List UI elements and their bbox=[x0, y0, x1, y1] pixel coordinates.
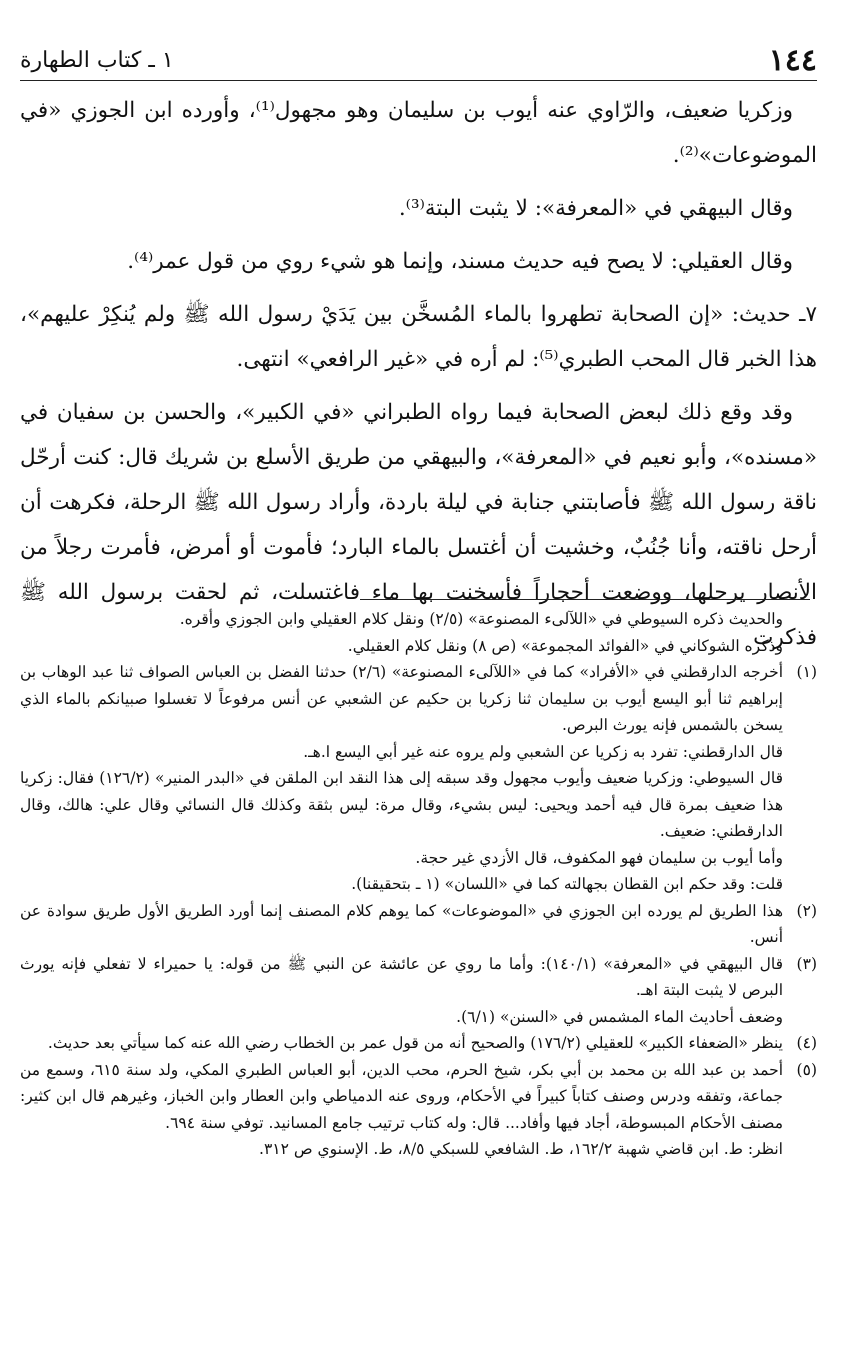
footnote-number: (٥) bbox=[796, 1060, 817, 1079]
footnote-line: ينظر «الضعفاء الكبير» للعقيلي (١٧٦/٢) والصحيح أنه من قول عمر بن الخطاب رضي الله عنه كما سيأتي بعد حديث. bbox=[47, 1034, 783, 1052]
page-number: ١٤٤ bbox=[768, 42, 817, 78]
footnote-line: قال الدارقطني: تفرد به زكريا عن الشعبي ولم يروه عنه غير أبي اليسع ا.هـ. bbox=[303, 742, 783, 761]
footnote-line: قال السيوطي: وزكريا ضعيف وأيوب مجهول وقد سبقه إلى هذا النقد ابن الملقن في «البدر المنير» (١٢٦/٢) فقال: زكريا هذا ضعيف بمرة قال فيه أحمد ويحيى: ليس بشيء، وقال مرة: ليس بثقة وكذلك قال النسائي وقال علي: هالك، وقال الدارقطني: ضعيف. bbox=[20, 769, 784, 840]
footnote-body bbox=[20, 951, 783, 1031]
footnote-line: هذا الطريق لم يورده ابن الجوزي في «الموضوعات» كما يوهم كلام المصنف إنما أورد الطريق الأول طريق سوادة عن أنس. bbox=[20, 901, 783, 946]
footnote-1 bbox=[20, 659, 817, 898]
footnote-line: وضعف أحاديث الماء المشمس في «السنن» (٦/١). bbox=[456, 1007, 783, 1026]
footnote-body bbox=[20, 898, 783, 951]
page-header bbox=[20, 40, 817, 81]
main-text bbox=[20, 88, 817, 668]
footnote-3 bbox=[20, 951, 817, 1031]
running-title: ١ ـ كتاب الطهارة bbox=[20, 47, 174, 73]
footnote-line: قال البيهقي في «المعرفة» (١٤٠/١): وأما ما روي عن عائشة عن النبي ﷺ من قوله: يا حميراء لا تفعلي فإنه يورث البرص لا يثبت البتة اهـ. bbox=[20, 954, 783, 999]
footnote-4 bbox=[20, 1030, 817, 1057]
footnote-number: (٣) bbox=[796, 954, 817, 973]
footnote-line: وذكره الشوكاني في «الفوائد المجموعة» (ص ٨) ونقل كلام العقيلي. bbox=[347, 636, 783, 655]
paragraph: وقال البيهقي في «المعرفة»: لا يثبت البتة⁽³⁾. bbox=[398, 196, 793, 221]
footnote-line: قلت: وقد حكم ابن القطان بجهالته كما في «اللسان» (١ ـ بتحقيقنا). bbox=[351, 875, 783, 893]
footnote-2 bbox=[20, 898, 817, 951]
footnote-number: (٤) bbox=[796, 1034, 817, 1052]
footnote-line: والحديث ذكره السيوطي في «اللآلىء المصنوعة» (٢/٥) ونقل كلام العقيلي وابن الجوزي وأقره. bbox=[179, 610, 783, 628]
footnote-line: أحمد بن عبد الله بن محمد بن أبي بكر، شيخ الحرم، محب الدين، أبو العباس الطبري المكي، ولد سنة ٦١٥، وسمع من جماعة، وتفقه ودرس وصنف كتاباً كبيراً في الأحكام، وروى عنه الدمياطي وابن العطار وابن الخباز، وغيرهم قال ابن كثير: مصنف الأحكام المبسوطة، أجاد فيها وأفاد... قال: وله كتاب ترتيب جامع المسانيد. توفي سنة ٦٩٤. bbox=[20, 1060, 783, 1132]
footnote-number: (١) bbox=[796, 663, 817, 681]
footnotes bbox=[20, 606, 817, 1163]
footnote-continuation bbox=[20, 606, 817, 659]
hadith-paragraph: ٧ـ حديث: «إن الصحابة تطهروا بالماء المُسخَّن بين يَدَيْ رسول الله ﷺ ولم يُنكِرْ عليهم»، هذا الخبر قال المحب الطبري⁽⁵⁾: لم أره في «غير الرافعي» انتهى. bbox=[20, 302, 817, 372]
paragraph: وقد وقع ذلك لبعض الصحابة فيما رواه الطبراني «في الكبير»، والحسن بن سفيان في «مسنده»، وأبو نعيم في «المعرفة»، والبيهقي من طريق الأسلع بن شريك قال: كنت أرحّل ناقة رسول الله ﷺ فأصابتني جنابة في ليلة باردة، وأراد رسول الله ﷺ الرحلة، فكرهت أن أرحل ناقته، وأنا جُنُبٌ، وخشيت أن أغتسل بالماء البارد؛ فأموت أو أمرض، فأمرت رجلاً من الأنصار يرحلها، ووضعت أحجاراً فأسخنت بها ماء فاغتسلت، ثم لحقت برسول الله ﷺ فذكرت bbox=[20, 400, 817, 650]
footnote-5 bbox=[20, 1057, 817, 1163]
footnote-body bbox=[20, 659, 783, 898]
footnote-separator bbox=[360, 599, 810, 600]
paragraph: وقال العقيلي: لا يصح فيه حديث مسند، وإنما هو شيء روي من قول عمر⁽⁴⁾. bbox=[127, 249, 793, 274]
footnote-body bbox=[20, 1030, 783, 1057]
footnote-line: انظر: ط. ابن قاضي شهبة ١٦٢/٢، ط. الشافعي للسبكي ٨/٥، ط. الإسنوي ص ٣١٢. bbox=[259, 1140, 783, 1158]
footnote-line: أخرجه الدارقطني في «الأفراد» كما في «اللآلىء المصنوعة» (٢/٦) حدثنا الفضل بن العباس الصواف ثنا عبد الوهاب بن إبراهيم ثنا أبو اليسع أيوب بن سليمان ثنا زكريا بن حكيم عن الشعبي عن أنس مرفوعاً لا تغسلوا صبيانكم بالماء الذي يسخن بالشمس فإنه يورث البرص. bbox=[20, 663, 783, 734]
footnote-line: وأما أيوب بن سليمان فهو المكفوف، قال الأزدي غير حجة. bbox=[415, 848, 783, 867]
paragraph: وزكريا ضعيف، والرّاوي عنه أيوب بن سليمان وهو مجهول⁽¹⁾، وأورده ابن الجوزي «في الموضوعات»⁽²⁾. bbox=[20, 98, 817, 168]
footnote-body bbox=[20, 1057, 783, 1163]
footnote-number: (٢) bbox=[796, 901, 817, 920]
